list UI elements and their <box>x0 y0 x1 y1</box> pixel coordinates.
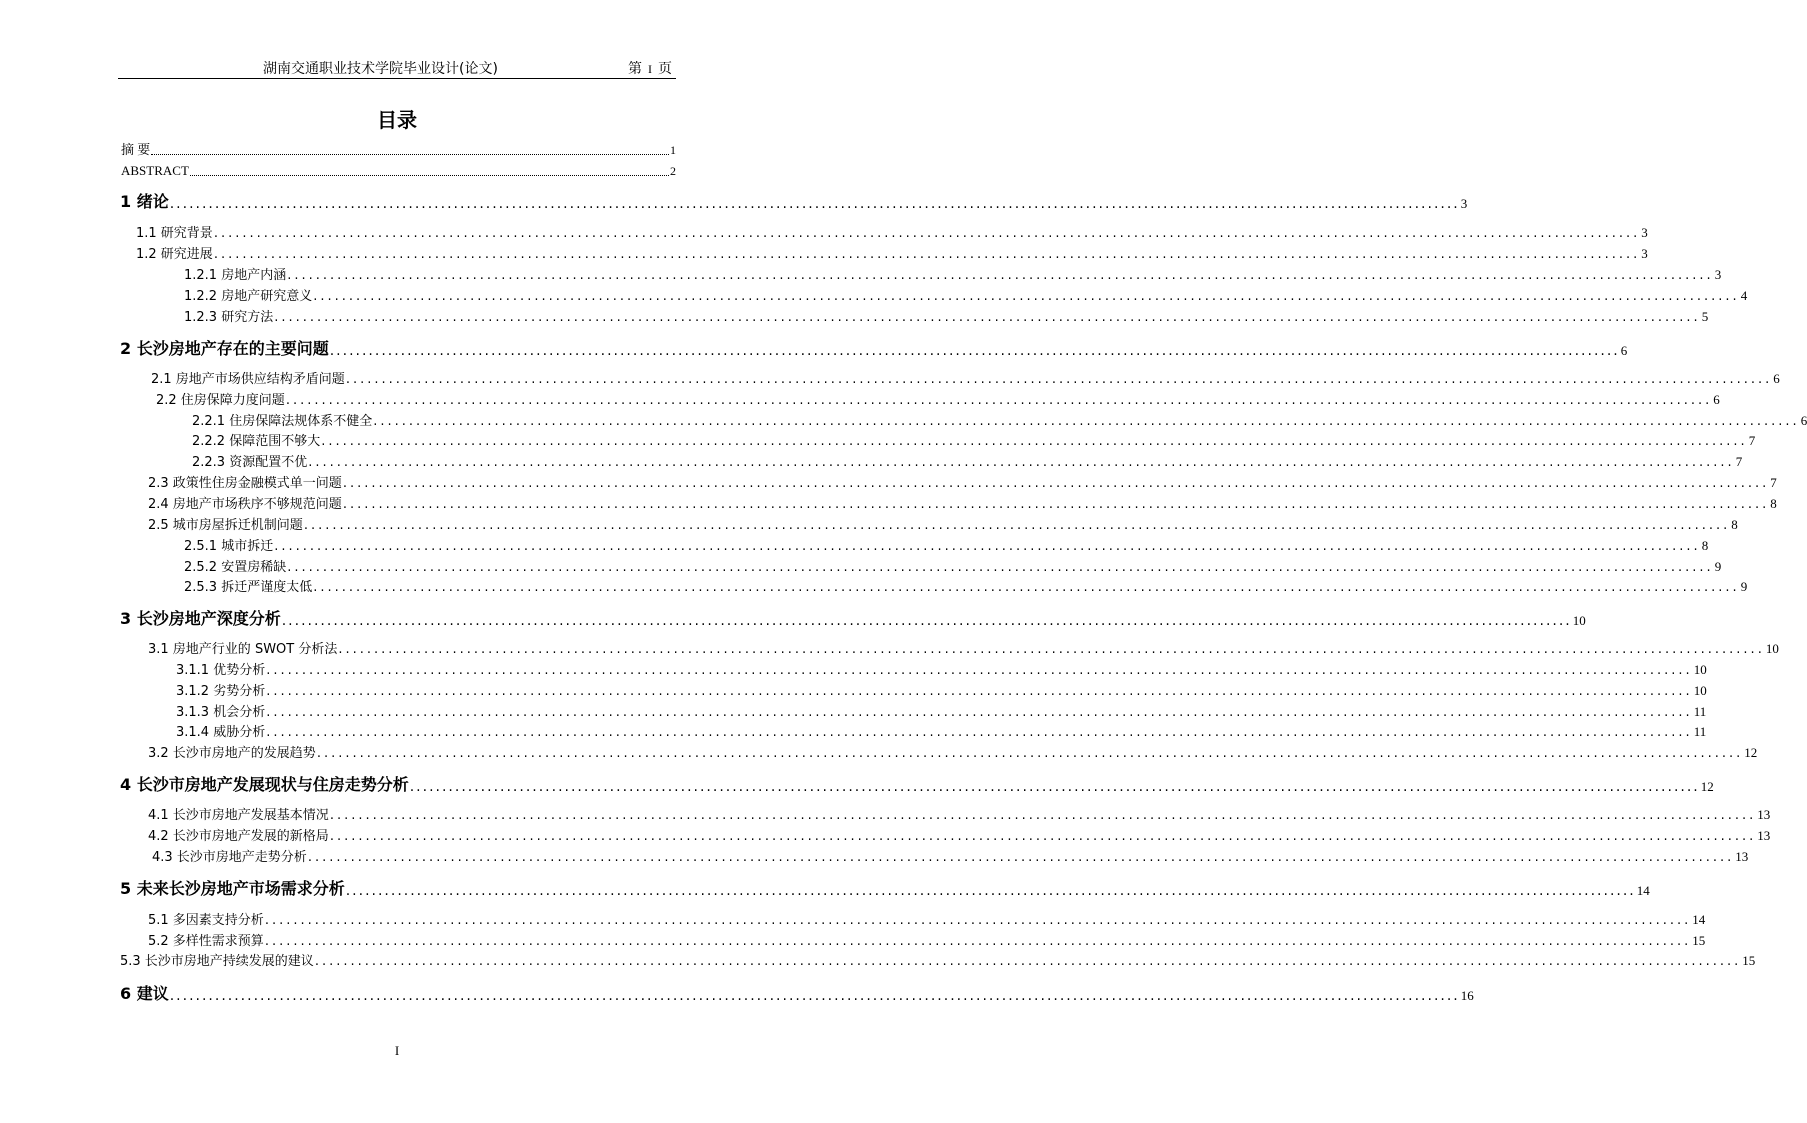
dot-leader: ........................................................................................................................................................................................................ <box>342 476 1770 491</box>
toc-entry-2-2-2[interactable]: 2.2.2 保障范围不够大 ........................................................................................................................................................................................................ 7 <box>192 433 1756 449</box>
toc-entry-2-3[interactable]: 2.3 政策性住房金融模式单一问题 ........................................................................................................................................................................................................ 7 <box>148 475 1777 491</box>
toc-entry-1-2[interactable]: 1.2 研究进展 ........................................................................................................................................................................................................ 3 <box>136 246 1648 262</box>
toc-entry-chapter-3[interactable]: 3 长沙房地产深度分析 ........................................................................................................................................................................................................ 10 <box>120 609 1586 629</box>
toc-entry-3-1-2[interactable]: 3.1.2 劣势分析 ........................................................................................................................................................................................................ 10 <box>176 683 1707 699</box>
toc-entry-2-4[interactable]: 2.4 房地产市场秩序不够规范问题 ........................................................................................................................................................................................................ 8 <box>148 496 1777 512</box>
toc-entry-chapter-4[interactable]: 4 长沙市房地产发展现状与住房走势分析 ........................................................................................................................................................................................................ 12 <box>120 775 1714 795</box>
dot-leader: ........................................................................................................................................................................................................ <box>264 934 1692 949</box>
toc-entry-1-2-2[interactable]: 1.2.2 房地产研究意义 ........................................................................................................................................................................................................ 4 <box>184 288 1748 304</box>
toc-entry-2-2[interactable]: 2.2 住房保障力度问题 ........................................................................................................................................................................................................ 6 <box>156 392 1720 408</box>
toc-entry-2-5-3[interactable]: 2.5.3 拆迁严谨度太低 ........................................................................................................................................................................................................ 9 <box>184 579 1748 595</box>
toc-entry-abstract-en[interactable]: ABSTRACT 2 <box>121 163 676 178</box>
toc-entry-1-2-1[interactable]: 1.2.1 房地产内涵 ........................................................................................................................................................................................................ 3 <box>184 267 1722 283</box>
dot-leader: ........................................................................................................................................................................................................ <box>345 883 1636 899</box>
dot-leader: ........................................................................................................................................................................................................ <box>307 850 1735 865</box>
dot-leader: ........................................................................................................................................................................................................ <box>274 310 1701 325</box>
toc-entry-2-5[interactable]: 2.5 城市房屋拆迁机制问题 ........................................................................................................................................................................................................ 8 <box>148 517 1738 533</box>
toc-entry-2-5-2[interactable]: 2.5.2 安置房稀缺 ........................................................................................................................................................................................................ 9 <box>184 559 1722 575</box>
dot-leader: ........................................................................................................................................................................................................ <box>266 663 1693 678</box>
dot-leader: ........................................................................................................................................................................................................ <box>409 779 1700 795</box>
toc-entry-4-1[interactable]: 4.1 长沙市房地产发展基本情况 ........................................................................................................................................................................................................ 13 <box>148 807 1771 823</box>
toc-entry-abstract-cn[interactable]: 摘 要 1 <box>121 142 676 157</box>
dot-leader: ........................................................................................................................................................................................................ <box>264 913 1692 928</box>
dot-leader: ........................................................................................................................................................................................................ <box>169 196 1460 212</box>
toc-entry-3-1-4[interactable]: 3.1.4 威胁分析 ........................................................................................................................................................................................................ 11 <box>176 724 1707 740</box>
dot-leader: ........................................................................................................................................................................................................ <box>345 372 1773 387</box>
dot-leader: ........................................................................................................................................................................................................ <box>266 705 1693 720</box>
dot-leader: ........................................................................................................................................................................................................ <box>274 539 1701 554</box>
toc-entry-4-2[interactable]: 4.2 长沙市房地产发展的新格局 ........................................................................................................................................................................................................ 13 <box>148 828 1771 844</box>
header-title: 湖南交通职业技术学院毕业设计(论文) <box>263 61 498 77</box>
dot-leader: ........................................................................................................................................................................................................ <box>314 954 1742 969</box>
dot-leader <box>190 175 669 176</box>
dot-leader: ........................................................................................................................................................................................................ <box>329 829 1757 844</box>
toc-entry-3-1[interactable]: 3.1 房地产行业的 SWOT 分析法 ........................................................................................................................................................................................................ 10 <box>148 641 1779 657</box>
toc-entry-3-2[interactable]: 3.2 长沙市房地产的发展趋势 ........................................................................................................................................................................................................ 12 <box>148 745 1758 761</box>
header-page-number: 第 I 页 <box>628 61 672 77</box>
toc-entry-chapter-5[interactable]: 5 未来长沙房地产市场需求分析 ........................................................................................................................................................................................................ 14 <box>120 879 1650 899</box>
dot-leader: ........................................................................................................................................................................................................ <box>313 580 1740 595</box>
toc-entry-chapter-2[interactable]: 2 长沙房地产存在的主要问题 ........................................................................................................................................................................................................ 6 <box>120 339 1628 359</box>
dot-leader: ........................................................................................................................................................................................................ <box>285 393 1713 408</box>
toc-entry-2-2-1[interactable]: 2.2.1 住房保障法规体系不健全 ........................................................................................................................................................................................................ 6 <box>192 413 1807 429</box>
dot-leader: ........................................................................................................................................................................................................ <box>287 560 1714 575</box>
dot-leader: ........................................................................................................................................................................................................ <box>213 247 1641 262</box>
toc-entry-3-1-1[interactable]: 3.1.1 优势分析 ........................................................................................................................................................................................................ 10 <box>176 662 1707 678</box>
dot-leader: ........................................................................................................................................................................................................ <box>373 414 1800 429</box>
dot-leader: ........................................................................................................................................................................................................ <box>316 746 1744 761</box>
toc-entry-5-1[interactable]: 5.1 多因素支持分析 ........................................................................................................................................................................................................ 14 <box>148 912 1706 928</box>
toc-entry-1-1[interactable]: 1.1 研究背景 ........................................................................................................................................................................................................ 3 <box>136 225 1648 241</box>
toc-entry-2-1[interactable]: 2.1 房地产市场供应结构矛盾问题 ........................................................................................................................................................................................................ 6 <box>151 371 1780 387</box>
toc-entry-5-3[interactable]: 5.3 长沙市房地产持续发展的建议 ........................................................................................................................................................................................................ 15 <box>120 953 1756 969</box>
toc-entry-4-3[interactable]: 4.3 长沙市房地产走势分析 ........................................................................................................................................................................................................ 13 <box>152 849 1749 865</box>
toc-entry-1-2-3[interactable]: 1.2.3 研究方法 ........................................................................................................................................................................................................ 5 <box>184 309 1709 325</box>
dot-leader: ........................................................................................................................................................................................................ <box>213 226 1641 241</box>
dot-leader: ........................................................................................................................................................................................................ <box>303 518 1731 533</box>
dot-leader: ........................................................................................................................................................................................................ <box>287 268 1714 283</box>
dot-leader: ........................................................................................................................................................................................................ <box>321 434 1748 449</box>
toc-entry-2-2-3[interactable]: 2.2.3 资源配置不优 ........................................................................................................................................................................................................ 7 <box>192 454 1743 470</box>
dot-leader: ........................................................................................................................................................................................................ <box>329 343 1620 359</box>
dot-leader: ........................................................................................................................................................................................................ <box>266 684 1693 699</box>
toc-entry-2-5-1[interactable]: 2.5.1 城市拆迁 ........................................................................................................................................................................................................ 8 <box>184 538 1709 554</box>
dot-leader: ........................................................................................................................................................................................................ <box>169 988 1460 1004</box>
dot-leader <box>151 154 669 155</box>
dot-leader: ........................................................................................................................................................................................................ <box>342 497 1770 512</box>
toc-entry-3-1-3[interactable]: 3.1.3 机会分析 ........................................................................................................................................................................................................ 11 <box>176 704 1707 720</box>
toc-title: 目录 <box>377 108 417 132</box>
toc-entry-chapter-1[interactable]: 1 绪论 ........................................................................................................................................................................................................ 3 <box>120 192 1468 212</box>
footer-page-number: I <box>394 1043 400 1058</box>
toc-entry-chapter-6[interactable]: 6 建议 ........................................................................................................................................................................................................ 16 <box>120 984 1474 1004</box>
dot-leader: ........................................................................................................................................................................................................ <box>308 455 1735 470</box>
page-header <box>118 56 676 79</box>
dot-leader: ........................................................................................................................................................................................................ <box>266 725 1693 740</box>
dot-leader: ........................................................................................................................................................................................................ <box>329 808 1757 823</box>
dot-leader: ........................................................................................................................................................................................................ <box>338 642 1765 657</box>
dot-leader: ........................................................................................................................................................................................................ <box>281 613 1572 629</box>
toc-entry-5-2[interactable]: 5.2 多样性需求预算 ........................................................................................................................................................................................................ 15 <box>148 933 1706 949</box>
dot-leader: ........................................................................................................................................................................................................ <box>313 289 1740 304</box>
